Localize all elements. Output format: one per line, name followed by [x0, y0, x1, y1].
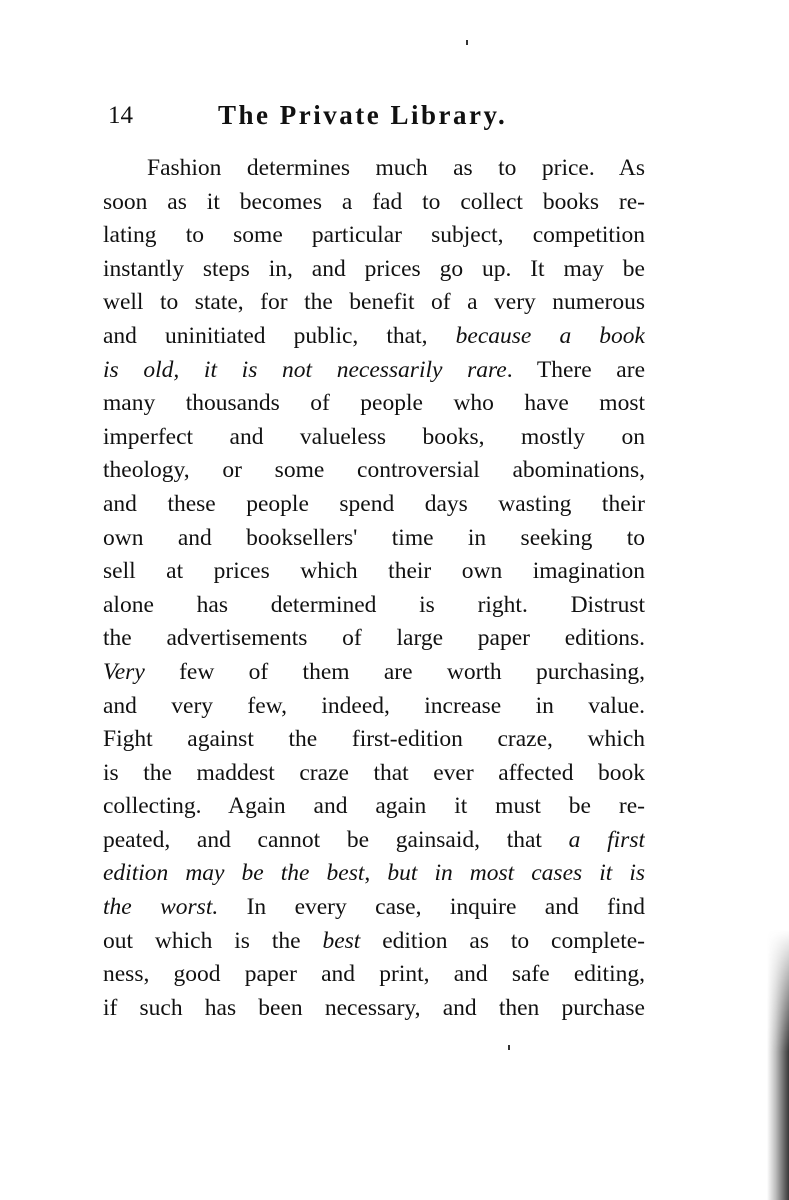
scan-speck	[508, 1045, 510, 1050]
text-run: instantly steps in, and prices go up. It may be	[103, 255, 645, 282]
text-run: soon as it becomes a fad to collect books re-	[103, 188, 645, 215]
italic-text: edition may be the best	[103, 860, 365, 887]
text-line	[103, 488, 645, 522]
text-line	[103, 690, 645, 724]
text-run: many thousands of people who have most	[103, 390, 645, 417]
text-line	[103, 589, 645, 623]
text-line	[103, 522, 645, 556]
text-line	[103, 186, 645, 220]
text-line	[103, 320, 645, 354]
text-run: edition as to complete-	[360, 927, 645, 954]
text-line	[103, 421, 645, 455]
italic-text: is old, it is not necessarily rare	[103, 356, 507, 383]
text-run: lating to some particular subject, competition	[103, 222, 645, 249]
italic-text: the worst.	[103, 894, 219, 921]
scan-speck	[466, 40, 468, 45]
text-line	[103, 387, 645, 421]
text-line	[103, 958, 645, 992]
italic-text: but in most cases it is	[387, 860, 645, 887]
italic-text: because a book	[455, 322, 645, 349]
text-line	[103, 656, 645, 690]
text-run: ,	[364, 860, 388, 887]
text-run: and uninitiated public, that,	[103, 322, 456, 349]
scan-edge-shadow	[767, 930, 789, 1200]
text-line	[103, 891, 645, 925]
text-line	[103, 152, 645, 186]
text-run: theology, or some controversial abominations,	[103, 457, 645, 484]
body-text	[103, 152, 645, 1025]
text-run: sell at prices which their own imagination	[103, 558, 645, 585]
text-line	[103, 824, 645, 858]
text-run: few of them are worth purchasing,	[144, 658, 645, 685]
text-line	[103, 857, 645, 891]
text-run: peated, and cannot be gainsaid, that	[103, 826, 569, 853]
text-run: Fight against the first-edition craze, which	[103, 726, 645, 753]
text-run: ness, good paper and print, and safe editing,	[103, 961, 645, 988]
text-run: own and booksellers' time in seeking to	[103, 524, 645, 551]
page-number: 14	[108, 102, 133, 129]
text-line	[103, 555, 645, 589]
text-run: collecting. Again and again it must be re-	[103, 793, 645, 820]
text-run: In every case, inquire and find	[218, 894, 645, 921]
text-line	[103, 723, 645, 757]
italic-text: best	[322, 927, 361, 954]
text-run: and very few, indeed, increase in value.	[103, 692, 645, 719]
text-run: imperfect and valueless books, mostly on	[103, 423, 645, 450]
text-line	[103, 253, 645, 287]
running-title: The Private Library.	[218, 100, 508, 130]
text-line	[103, 757, 645, 791]
italic-text: a first	[568, 826, 645, 853]
text-line	[103, 354, 645, 388]
text-line	[103, 925, 645, 959]
text-run: if such has been necessary, and then purchase	[103, 994, 645, 1021]
text-run: well to state, for the benefit of a very numerous	[103, 289, 645, 316]
text-run: out which is the	[103, 927, 323, 954]
text-line	[103, 622, 645, 656]
text-run: and these people spend days wasting their	[103, 490, 645, 517]
text-run: Fashion determines much as to price. As	[147, 155, 645, 181]
text-line	[103, 790, 645, 824]
text-line	[103, 286, 645, 320]
text-line	[103, 992, 645, 1026]
text-line	[103, 454, 645, 488]
text-line	[103, 219, 645, 253]
italic-text: Very	[103, 658, 145, 685]
text-run: is the maddest craze that ever affected book	[103, 759, 645, 786]
text-run: alone has determined is right. Distrust	[103, 591, 645, 618]
text-run: . There are	[506, 356, 645, 383]
text-run: the advertisements of large paper editions.	[103, 625, 645, 652]
